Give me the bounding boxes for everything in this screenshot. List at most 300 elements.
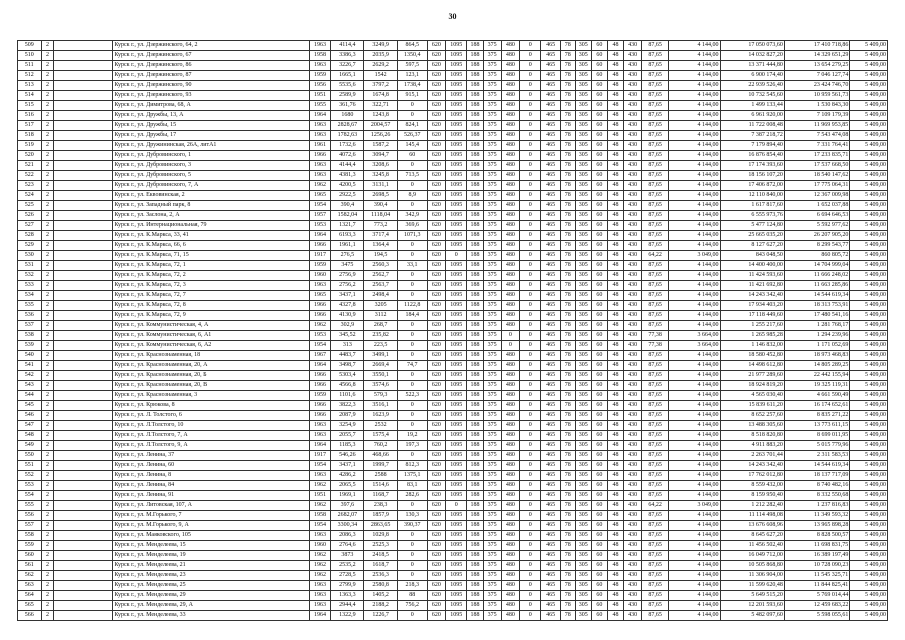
- table-cell: 5 409,00: [850, 131, 888, 141]
- table-cell: 2: [41, 251, 54, 261]
- table-cell: 13 773 611,15: [784, 421, 849, 431]
- table-cell: 11 349 593,32: [784, 511, 849, 521]
- table-cell: 430: [623, 341, 641, 351]
- table-cell: 2682,07: [331, 511, 364, 521]
- table-cell: 0: [519, 311, 540, 321]
- table-cell: 540: [18, 351, 42, 361]
- address-cell: Курск г., ул. К.Маркса, 33, 41: [113, 231, 309, 241]
- table-cell: 48: [607, 511, 623, 521]
- table-cell: 60: [591, 521, 607, 531]
- table-cell: 375: [483, 531, 501, 541]
- table-cell: 18 313 753,91: [784, 301, 849, 311]
- table-cell: 60: [591, 341, 607, 351]
- table-cell: 465: [541, 281, 560, 291]
- table-cell: 375: [483, 231, 501, 241]
- table-cell: 2: [41, 191, 54, 201]
- table-cell: 465: [541, 481, 560, 491]
- table-cell: 48: [607, 111, 623, 121]
- table-cell: 305: [575, 221, 591, 231]
- address-cell: Курск г., ул. Дзержинского, 90: [113, 81, 309, 91]
- table-cell: 6 694 646,53: [784, 211, 849, 221]
- table-cell: 60: [591, 511, 607, 521]
- table-cell: 620: [427, 581, 445, 591]
- table-cell: 1965: [309, 291, 330, 301]
- table-cell: 0: [397, 501, 427, 511]
- table-cell: 375: [483, 171, 501, 181]
- table-cell: 12 459 683,22: [784, 601, 849, 611]
- table-cell: 2: [41, 181, 54, 191]
- table-cell: 430: [623, 271, 641, 281]
- table-cell: 430: [623, 541, 641, 551]
- table-cell: 87,65: [642, 561, 669, 571]
- table-cell: 305: [575, 121, 591, 131]
- table-cell: 16 876 854,40: [720, 151, 784, 161]
- table-cell: 546,26: [331, 451, 364, 461]
- table-cell: 60: [591, 441, 607, 451]
- table-cell: 620: [427, 601, 445, 611]
- address-cell: Курск г., ул. Ленина, 84: [113, 481, 309, 491]
- table-cell: 0: [519, 501, 540, 511]
- table-cell: 0: [519, 51, 540, 61]
- table-cell: 87,65: [642, 61, 669, 71]
- table-cell: 60: [591, 251, 607, 261]
- table-cell: 78: [560, 521, 575, 531]
- table-cell: 17 934 403,20: [720, 301, 784, 311]
- table-cell: 713,5: [397, 171, 427, 181]
- table-cell: 188: [467, 441, 483, 451]
- table-cell: 0: [519, 391, 540, 401]
- table-cell: 48: [607, 341, 623, 351]
- table-cell: 537: [18, 321, 42, 331]
- table-cell: 188: [467, 331, 483, 341]
- table-cell: 465: [541, 471, 560, 481]
- table-cell: 1095: [445, 331, 466, 341]
- table-cell: 5 409,00: [850, 541, 888, 551]
- table-cell: 78: [560, 591, 575, 601]
- table-cell: 528: [18, 231, 42, 241]
- table-cell: 756,2: [397, 601, 427, 611]
- table-cell: 375: [483, 511, 501, 521]
- table-cell: 1095: [445, 291, 466, 301]
- table-cell: 87,65: [642, 571, 669, 581]
- table-cell: [54, 491, 113, 501]
- table-cell: 2: [41, 361, 54, 371]
- address-cell: Курск г., ул. Дружбы, 15: [113, 121, 309, 131]
- table-cell: 305: [575, 351, 591, 361]
- table-cell: 0: [519, 541, 540, 551]
- table-cell: 430: [623, 181, 641, 191]
- table-cell: 188: [467, 261, 483, 271]
- table-cell: 78: [560, 421, 575, 431]
- table-cell: 1363,3: [331, 591, 364, 601]
- table-cell: 60: [591, 91, 607, 101]
- table-cell: 11 969 953,85: [784, 121, 849, 131]
- table-cell: 0: [501, 341, 519, 351]
- table-cell: 620: [427, 321, 445, 331]
- table-cell: 305: [575, 371, 591, 381]
- table-cell: 430: [623, 551, 641, 561]
- table-cell: 64,22: [642, 251, 669, 261]
- table-cell: 2: [41, 41, 54, 51]
- table-cell: 15 839 611,20: [720, 401, 784, 411]
- table-cell: 60: [591, 211, 607, 221]
- table-cell: 480: [501, 441, 519, 451]
- table-cell: 188: [467, 371, 483, 381]
- table-cell: 2669,4: [364, 361, 397, 371]
- table-cell: [54, 351, 113, 361]
- table-cell: 2498,4: [364, 291, 397, 301]
- address-cell: Курск г., ул. Краснознаменная, 20, В: [113, 381, 309, 391]
- table-cell: 620: [427, 591, 445, 601]
- table-cell: 539: [18, 341, 42, 351]
- table-cell: 1999,7: [364, 461, 397, 471]
- table-cell: 3499,1: [364, 351, 397, 361]
- table-cell: 0: [519, 251, 540, 261]
- table-row: [18, 571, 888, 581]
- table-cell: 188: [467, 571, 483, 581]
- table-cell: 11 663 285,86: [784, 281, 849, 291]
- table-cell: 17 410 718,86: [784, 41, 849, 51]
- table-row: [18, 321, 888, 331]
- table-cell: 2: [41, 81, 54, 91]
- table-cell: 2: [41, 521, 54, 531]
- table-cell: 60: [591, 51, 607, 61]
- table-cell: 519: [18, 141, 42, 151]
- table-cell: 16 389 197,49: [784, 551, 849, 561]
- table-cell: 4130,9: [331, 311, 364, 321]
- table-cell: 1095: [445, 431, 466, 441]
- table-cell: 305: [575, 451, 591, 461]
- table-cell: 4 911 883,20: [720, 441, 784, 451]
- table-cell: 1095: [445, 121, 466, 131]
- table-cell: 375: [483, 101, 501, 111]
- table-cell: 510: [18, 51, 42, 61]
- table-cell: [54, 591, 113, 601]
- table-cell: 0: [519, 511, 540, 521]
- table-cell: 465: [541, 531, 560, 541]
- table-cell: 78: [560, 111, 575, 121]
- table-cell: 11 306 904,00: [720, 571, 784, 581]
- table-cell: 60: [591, 111, 607, 121]
- table-cell: 0: [519, 171, 540, 181]
- table-cell: 375: [483, 241, 501, 251]
- table-cell: [54, 91, 113, 101]
- table-cell: 375: [483, 411, 501, 421]
- table-cell: 4 144,00: [669, 571, 720, 581]
- table-cell: 1951: [309, 491, 330, 501]
- table-cell: 3873: [331, 551, 364, 561]
- table-cell: 4 144,00: [669, 381, 720, 391]
- table-cell: 509: [18, 41, 42, 51]
- table-cell: 188: [467, 501, 483, 511]
- table-cell: [54, 601, 113, 611]
- table-cell: 4 144,00: [669, 581, 720, 591]
- table-cell: 0: [519, 281, 540, 291]
- table-cell: 5 409,00: [850, 421, 888, 431]
- table-cell: 87,65: [642, 221, 669, 231]
- table-cell: 188: [467, 71, 483, 81]
- table-cell: 1095: [445, 131, 466, 141]
- table-row: [18, 421, 888, 431]
- table-cell: 4 144,00: [669, 391, 720, 401]
- table-cell: 48: [607, 301, 623, 311]
- table-cell: 0: [519, 181, 540, 191]
- table-cell: 305: [575, 381, 591, 391]
- table-cell: 5 409,00: [850, 61, 888, 71]
- table-cell: 87,65: [642, 371, 669, 381]
- table-cell: 60: [591, 581, 607, 591]
- table-cell: 558: [18, 531, 42, 541]
- table-row: [18, 161, 888, 171]
- table-cell: 547: [18, 421, 42, 431]
- address-cell: Курск г., ул. К.Маркса, 72, 3: [113, 281, 309, 291]
- table-cell: 0: [501, 331, 519, 341]
- table-cell: 188: [467, 121, 483, 131]
- table-cell: 188: [467, 381, 483, 391]
- table-cell: 430: [623, 531, 641, 541]
- table-cell: 0: [519, 491, 540, 501]
- table-cell: 468,66: [364, 451, 397, 461]
- table-cell: 48: [607, 461, 623, 471]
- table-cell: 2: [41, 281, 54, 291]
- table-cell: 48: [607, 551, 623, 561]
- table-cell: 480: [501, 161, 519, 171]
- table-cell: 2418,5: [364, 551, 397, 561]
- table-cell: 480: [501, 451, 519, 461]
- address-cell: Курск г., ул. Дружбы, 17: [113, 131, 309, 141]
- table-row: [18, 261, 888, 271]
- table-cell: 375: [483, 201, 501, 211]
- table-cell: 375: [483, 321, 501, 331]
- table-cell: 620: [427, 241, 445, 251]
- table-cell: 60: [591, 241, 607, 251]
- table-cell: 4 144,00: [669, 61, 720, 71]
- table-cell: 305: [575, 541, 591, 551]
- table-cell: 123,1: [397, 71, 427, 81]
- table-cell: 1962: [309, 481, 330, 491]
- table-cell: 760,2: [364, 441, 397, 451]
- table-cell: 2: [41, 531, 54, 541]
- table-cell: 305: [575, 581, 591, 591]
- table-cell: 375: [483, 111, 501, 121]
- table-cell: 2: [41, 561, 54, 571]
- table-cell: 465: [541, 571, 560, 581]
- table-cell: 2: [41, 331, 54, 341]
- table-cell: 375: [483, 371, 501, 381]
- table-cell: 1954: [309, 521, 330, 531]
- table-cell: 4200,5: [331, 181, 364, 191]
- table-cell: 563: [18, 581, 42, 591]
- table-cell: 48: [607, 421, 623, 431]
- table-cell: 1738,4: [397, 81, 427, 91]
- table-row: [18, 141, 888, 151]
- table-cell: 1095: [445, 181, 466, 191]
- table-cell: 620: [427, 391, 445, 401]
- table-row: [18, 441, 888, 451]
- table-cell: 2563,7: [364, 281, 397, 291]
- table-cell: 544: [18, 391, 42, 401]
- table-cell: 305: [575, 61, 591, 71]
- table-cell: 0: [397, 571, 427, 581]
- table-cell: 480: [501, 561, 519, 571]
- table-cell: 523: [18, 181, 42, 191]
- table-cell: 87,65: [642, 311, 669, 321]
- table-cell: 60: [591, 351, 607, 361]
- table-cell: 1618,7: [364, 561, 397, 571]
- table-cell: 1 171 052,69: [784, 341, 849, 351]
- table-cell: 87,65: [642, 391, 669, 401]
- table-cell: 465: [541, 51, 560, 61]
- table-cell: 87,65: [642, 161, 669, 171]
- table-cell: 322,71: [364, 101, 397, 111]
- table-cell: 4483,7: [331, 351, 364, 361]
- table-cell: 530: [18, 251, 42, 261]
- table-row: [18, 231, 888, 241]
- table-cell: 60: [591, 421, 607, 431]
- table-cell: 620: [427, 331, 445, 341]
- table-cell: 14 544 619,34: [784, 461, 849, 471]
- table-cell: 1095: [445, 41, 466, 51]
- table-cell: 0: [397, 401, 427, 411]
- table-cell: 4 144,00: [669, 491, 720, 501]
- table-cell: 5 409,00: [850, 201, 888, 211]
- table-cell: 2: [41, 381, 54, 391]
- table-cell: 3437,1: [331, 291, 364, 301]
- table-cell: 1963: [309, 591, 330, 601]
- table-cell: 4 144,00: [669, 371, 720, 381]
- table-cell: 78: [560, 251, 575, 261]
- table-cell: 48: [607, 141, 623, 151]
- table-cell: 430: [623, 441, 641, 451]
- table-cell: 87,65: [642, 601, 669, 611]
- table-row: [18, 521, 888, 531]
- table-cell: 1963: [309, 131, 330, 141]
- table-cell: 1959: [309, 71, 330, 81]
- table-cell: 2: [41, 371, 54, 381]
- table-cell: 5 409,00: [850, 311, 888, 321]
- table-cell: 375: [483, 91, 501, 101]
- table-cell: 2: [41, 271, 54, 281]
- table-cell: 2 311 583,53: [784, 451, 849, 461]
- table-cell: 480: [501, 291, 519, 301]
- table-cell: 620: [427, 301, 445, 311]
- table-cell: 5 409,00: [850, 141, 888, 151]
- table-row: [18, 191, 888, 201]
- table-cell: 268,7: [364, 321, 397, 331]
- table-cell: 0: [519, 441, 540, 451]
- table-cell: 48: [607, 101, 623, 111]
- table-cell: 60: [591, 601, 607, 611]
- table-cell: 83,1: [397, 481, 427, 491]
- table-cell: 25 665 035,20: [720, 231, 784, 241]
- table-cell: 87,65: [642, 191, 669, 201]
- table-cell: 0: [519, 421, 540, 431]
- table-cell: 5 409,00: [850, 41, 888, 51]
- table-cell: 480: [501, 141, 519, 151]
- table-row: [18, 111, 888, 121]
- table-cell: 7 109 179,39: [784, 111, 849, 121]
- table-cell: 13 965 898,28: [784, 521, 849, 531]
- table-cell: 1674,8: [364, 91, 397, 101]
- table-cell: 48: [607, 71, 623, 81]
- table-cell: 480: [501, 371, 519, 381]
- table-cell: 48: [607, 571, 623, 581]
- table-cell: 6 900 174,40: [720, 71, 784, 81]
- table-cell: 48: [607, 91, 623, 101]
- table-cell: 2: [41, 341, 54, 351]
- table-cell: 2: [41, 161, 54, 171]
- table-cell: 78: [560, 481, 575, 491]
- table-cell: 2: [41, 111, 54, 121]
- table-cell: 0: [397, 351, 427, 361]
- table-cell: 4 144,00: [669, 561, 720, 571]
- table-cell: 4 144,00: [669, 511, 720, 521]
- table-cell: 480: [501, 61, 519, 71]
- table-cell: 480: [501, 221, 519, 231]
- table-cell: 87,65: [642, 301, 669, 311]
- table-cell: 620: [427, 91, 445, 101]
- table-cell: 1957: [309, 211, 330, 221]
- table-cell: 0: [519, 451, 540, 461]
- table-cell: 1954: [309, 201, 330, 211]
- table-cell: 305: [575, 441, 591, 451]
- table-cell: 1095: [445, 361, 466, 371]
- table-cell: 465: [541, 401, 560, 411]
- table-cell: 579,3: [364, 391, 397, 401]
- table-cell: 14 032 827,20: [720, 51, 784, 61]
- table-cell: 2: [41, 91, 54, 101]
- table-cell: 78: [560, 151, 575, 161]
- table-cell: 60: [591, 291, 607, 301]
- table-cell: 0: [397, 181, 427, 191]
- table-cell: 1962: [309, 501, 330, 511]
- table-cell: 0: [519, 411, 540, 421]
- table-cell: 0: [397, 161, 427, 171]
- table-cell: 1095: [445, 221, 466, 231]
- table-cell: 78: [560, 541, 575, 551]
- table-cell: 5 409,00: [850, 101, 888, 111]
- table-cell: 620: [427, 571, 445, 581]
- address-cell: Курск г., ул. Л.Толстого, 7, А: [113, 431, 309, 441]
- table-row: [18, 611, 888, 621]
- table-cell: 5 409,00: [850, 291, 888, 301]
- page-number: 30: [448, 12, 457, 21]
- table-cell: 5 409,00: [850, 321, 888, 331]
- table-cell: 375: [483, 331, 501, 341]
- table-cell: 2944,4: [331, 601, 364, 611]
- table-cell: 430: [623, 331, 641, 341]
- table-cell: 17 118 449,60: [720, 311, 784, 321]
- table-cell: 8,9: [397, 191, 427, 201]
- table-cell: 2756,2: [331, 281, 364, 291]
- table-cell: 620: [427, 341, 445, 351]
- table-cell: 430: [623, 311, 641, 321]
- table-cell: 430: [623, 221, 641, 231]
- address-cell: Курск г., ул. Менделеева, 21: [113, 561, 309, 571]
- table-cell: 188: [467, 581, 483, 591]
- table-cell: 2: [41, 101, 54, 111]
- table-cell: 87,65: [642, 591, 669, 601]
- table-cell: 0: [519, 471, 540, 481]
- table-cell: 0: [445, 251, 466, 261]
- table-cell: 305: [575, 301, 591, 311]
- table-cell: 1095: [445, 261, 466, 271]
- table-cell: 14 243 342,40: [720, 461, 784, 471]
- table-cell: 375: [483, 491, 501, 501]
- table-cell: 375: [483, 571, 501, 581]
- table-cell: 430: [623, 281, 641, 291]
- housing-register-table: [17, 40, 888, 621]
